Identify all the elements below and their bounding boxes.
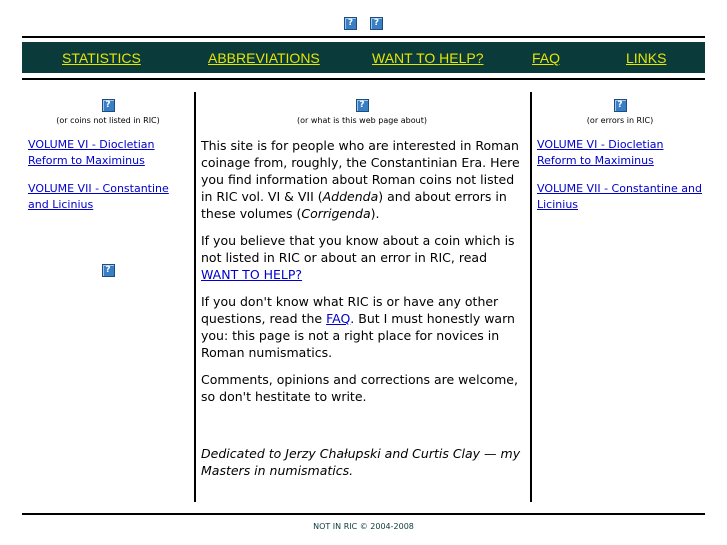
left-link-volume-vii[interactable]: VOLUME VII - Constantine and Licinius [28,182,169,211]
nav-abbreviations[interactable]: ABBREVIATIONS [208,50,320,66]
column-divider [530,92,532,502]
help-icon[interactable]: ? [356,99,369,112]
right-column [537,92,703,213]
top-icons [0,10,727,30]
footer: NOT IN RIC © 2004-2008 [313,522,414,531]
intro-paragraph: This site is for people who are interested in Roman coinage from, roughly, the Constantinian Era. Here you find information about Roman coins not listed in RIC vol. VI & VII (Addenda) and about errors in these volumes (Corrigenda). [201,138,520,221]
divider [22,513,705,515]
help-icon[interactable]: ? [102,264,115,277]
nav-links[interactable]: LINKS [626,50,667,66]
help-paragraph: If you believe that you know about a coin which is not listed in RIC or about an error in RIC, read WANT TO HELP? [201,233,515,282]
nav-bar [22,42,705,73]
nav-want-to-help[interactable]: WANT TO HELP? [372,50,484,66]
column-divider [194,92,196,502]
right-link-volume-vii[interactable]: VOLUME VII - Constantine and Licinius [537,182,702,211]
left-column [28,92,188,277]
dedication: Dedicated to Jerzy Chałupski and Curtis Clay — my Masters in numismatics. [201,446,521,478]
help-icon[interactable]: ? [614,99,627,112]
want-to-help-link[interactable]: WANT TO HELP? [201,267,303,282]
right-link-volume-vi[interactable]: VOLUME VI - Diocletian Reform to Maximinus [537,138,664,167]
help-icon[interactable]: ? [344,17,357,30]
help-icon[interactable]: ? [370,17,383,30]
left-link-volume-vi[interactable]: VOLUME VI - Diocletian Reform to Maximinus [28,138,155,167]
nav-statistics[interactable]: STATISTICS [62,50,141,66]
help-icon[interactable]: ? [102,99,115,112]
main-caption: (or what is this web page about) [297,116,427,125]
divider [22,36,705,38]
left-caption: (or coins not listed in RIC) [56,116,160,125]
main-column [201,92,523,489]
right-caption: (or errors in RIC) [586,116,654,125]
nav-faq[interactable]: FAQ [532,50,561,66]
divider [22,78,705,80]
comments-paragraph: Comments, opinions and corrections are welcome, so don't hestitate to write. [201,372,518,404]
faq-paragraph: If you don't know what RIC is or have any other questions, read the FAQ. But I must honestly warn you: this page is not a right place for novices in Roman numismatics. [201,294,515,360]
faq-link[interactable]: FAQ [326,311,351,326]
